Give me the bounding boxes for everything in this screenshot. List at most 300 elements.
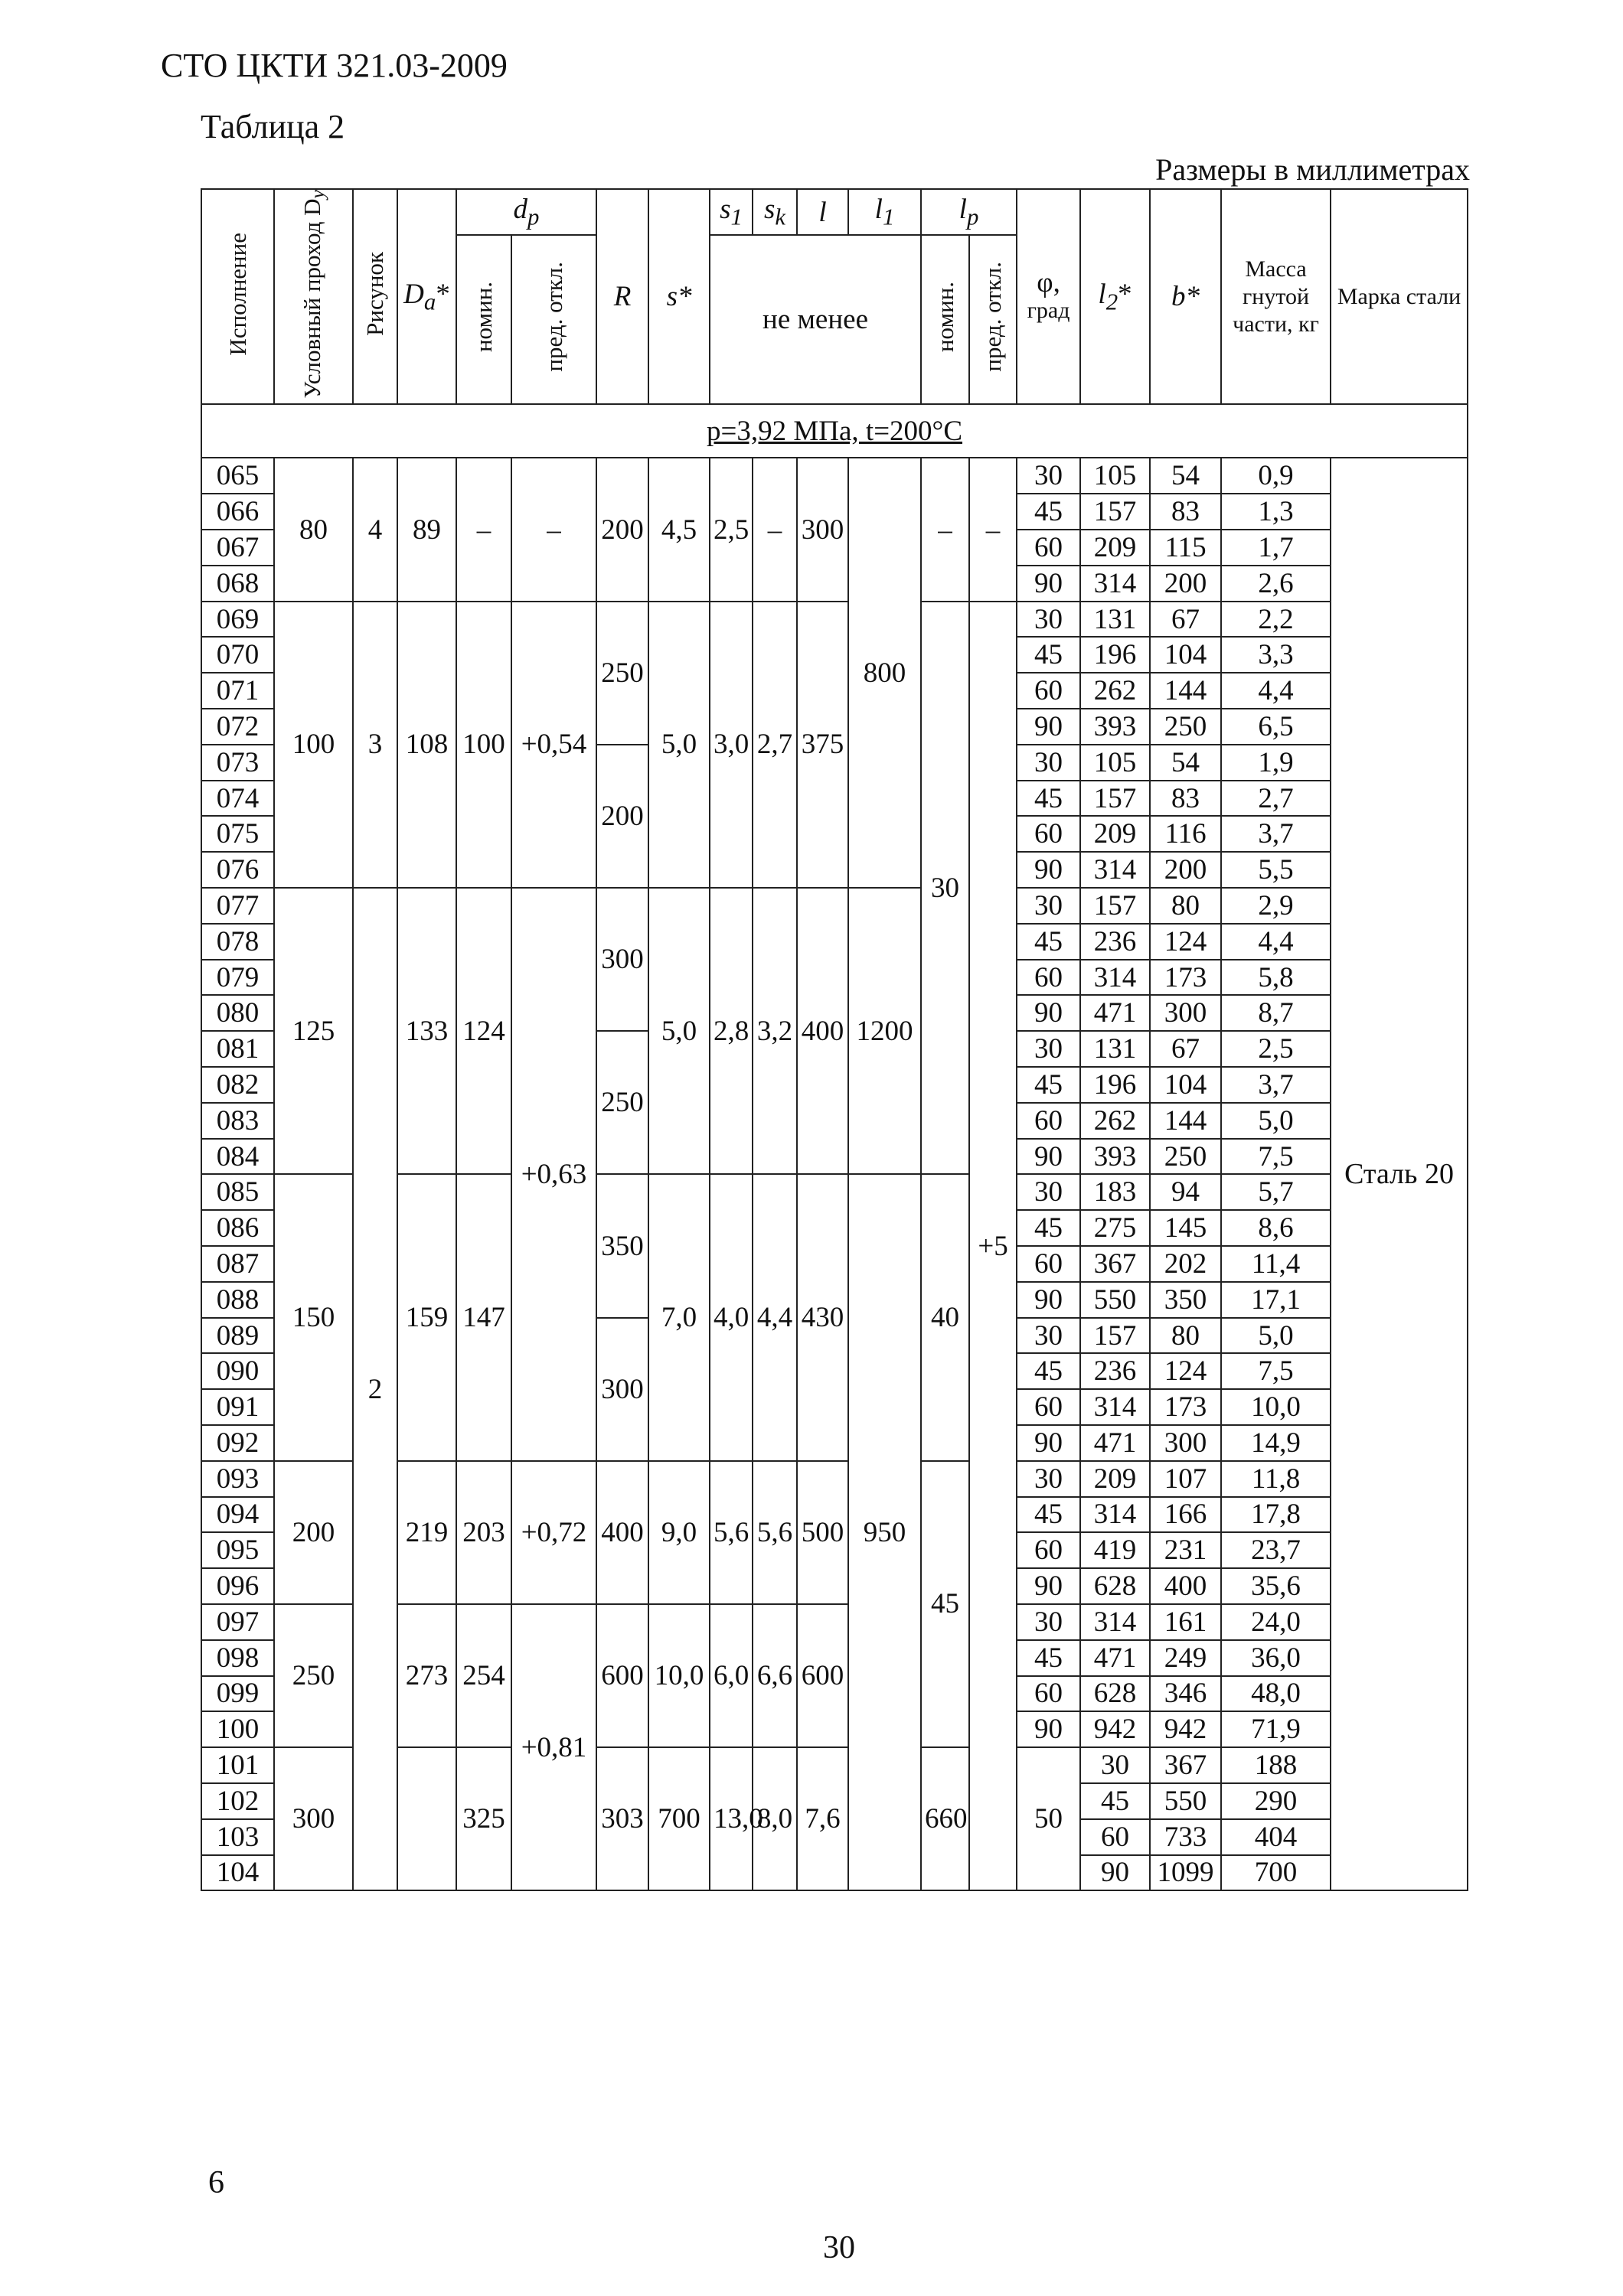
- mass-cell: 23,7: [1221, 1532, 1331, 1568]
- figure-cell: 4: [353, 458, 397, 601]
- l2-cell: 393: [1080, 709, 1150, 745]
- l-cell: 430: [797, 1174, 848, 1460]
- header-version: Исполнение: [201, 189, 274, 404]
- l2-cell: 209: [1080, 1461, 1150, 1497]
- r-cell: 300: [596, 888, 648, 1031]
- phi-cell: 90: [1017, 566, 1080, 602]
- mass-cell: 71,9: [1221, 1711, 1331, 1747]
- b-cell: 173: [1150, 960, 1221, 996]
- version-cell: 066: [201, 494, 274, 530]
- mass-cell: 2,5: [1221, 1031, 1331, 1067]
- dp-nom-cell: 147: [456, 1174, 511, 1460]
- version-cell: 101: [201, 1747, 274, 1783]
- b-cell: 400: [1150, 1568, 1221, 1604]
- mass-cell: 10,0: [1221, 1389, 1331, 1425]
- version-cell: 098: [201, 1640, 274, 1676]
- version-cell: 078: [201, 924, 274, 960]
- l-cell: 600: [797, 1604, 848, 1747]
- page-number-left: 6: [208, 2165, 224, 2200]
- header-not-less: не менее: [710, 235, 921, 404]
- header-s: s*: [648, 189, 710, 404]
- l2-cell: 550: [1150, 1783, 1221, 1819]
- l-cell: 660: [921, 1747, 969, 1890]
- header-s1: $s_1$: [710, 189, 753, 235]
- phi-cell: 30: [1017, 602, 1080, 638]
- phi-cell: 30: [1017, 1318, 1080, 1354]
- l2-cell: 393: [1080, 1139, 1150, 1175]
- phi-cell: 90: [1017, 709, 1080, 745]
- phi-cell: 30: [1017, 1604, 1080, 1640]
- version-cell: 104: [201, 1855, 274, 1891]
- dy-cell: 125: [274, 888, 353, 1174]
- mass-cell: 3,7: [1221, 816, 1331, 852]
- phi-cell: 30: [1017, 745, 1080, 781]
- lp-dev-cell: +5: [969, 602, 1017, 1891]
- r-cell: 400: [596, 1461, 648, 1604]
- b-cell: 80: [1150, 888, 1221, 924]
- b-cell: 54: [1150, 745, 1221, 781]
- b-cell: 200: [1150, 852, 1221, 888]
- dy-cell: 250: [274, 1604, 353, 1747]
- lp-dev-cell: –: [969, 458, 1017, 601]
- s1-cell: 3,0: [710, 602, 753, 888]
- s1-cell: 2,8: [710, 888, 753, 1174]
- l2-cell: 628: [1080, 1568, 1150, 1604]
- dp-nom-cell: 254: [456, 1604, 511, 1747]
- phi-cell: 30: [1017, 458, 1080, 494]
- l1-cell: 950: [848, 1174, 921, 1890]
- version-cell: 089: [201, 1318, 274, 1354]
- sk-cell: 6,6: [753, 1604, 797, 1747]
- s-cell: 9,0: [648, 1461, 710, 1604]
- phi-cell: 45: [1017, 1353, 1080, 1389]
- l2-cell: 196: [1080, 1067, 1150, 1103]
- mass-cell: 3,7: [1221, 1067, 1331, 1103]
- section-row: [201, 404, 1468, 458]
- sk-cell: 7,6: [797, 1747, 848, 1890]
- l2-cell: 733: [1150, 1819, 1221, 1855]
- mass-cell: 5,0: [1221, 1318, 1331, 1354]
- version-cell: 102: [201, 1783, 274, 1819]
- mass-cell: 5,7: [1221, 1174, 1331, 1210]
- b-cell: 67: [1150, 1031, 1221, 1067]
- mass-cell: 6,5: [1221, 709, 1331, 745]
- b-cell: 350: [1150, 1282, 1221, 1318]
- l-cell: 300: [797, 458, 848, 601]
- b-cell: 104: [1150, 637, 1221, 673]
- b-cell: 942: [1150, 1711, 1221, 1747]
- version-cell: 100: [201, 1711, 274, 1747]
- lp-nom-cell: 45: [921, 1461, 969, 1747]
- lp-nom-cell: –: [921, 458, 969, 601]
- mass-cell: 17,8: [1221, 1497, 1331, 1533]
- mass-cell: 4,4: [1221, 673, 1331, 709]
- dp-nom-cell: 203: [456, 1461, 511, 1604]
- mass-cell: 48,0: [1221, 1676, 1331, 1712]
- phi-cell: 45: [1017, 1640, 1080, 1676]
- header-b: b*: [1150, 189, 1221, 404]
- dp-dev-cell: +0,72: [511, 1461, 596, 1604]
- header-nominal-pass: Условный проход $D_y$: [274, 189, 353, 404]
- s-cell: 13,0: [710, 1747, 753, 1890]
- dp-nom-cell: 303: [596, 1747, 648, 1890]
- l-cell: 375: [797, 602, 848, 888]
- version-cell: 068: [201, 566, 274, 602]
- sk-cell: 3,2: [753, 888, 797, 1174]
- b-cell: 300: [1150, 1425, 1221, 1461]
- version-cell: 079: [201, 960, 274, 996]
- mass-cell: 3,3: [1221, 637, 1331, 673]
- mass-cell: 7,5: [1221, 1139, 1331, 1175]
- version-cell: 096: [201, 1568, 274, 1604]
- l2-cell: 157: [1080, 781, 1150, 817]
- l2-cell: 419: [1080, 1532, 1150, 1568]
- b-cell: 144: [1150, 1103, 1221, 1139]
- phi-cell: 90: [1017, 1425, 1080, 1461]
- b-cell: 80: [1150, 1318, 1221, 1354]
- l2-cell: 314: [1080, 1604, 1150, 1640]
- l2-cell: 314: [1080, 852, 1150, 888]
- l2-cell: 196: [1080, 637, 1150, 673]
- l2-cell: 236: [1080, 924, 1150, 960]
- version-cell: 095: [201, 1532, 274, 1568]
- mass-cell: 5,5: [1221, 852, 1331, 888]
- l2-cell: 314: [1080, 960, 1150, 996]
- l2-cell: 131: [1080, 1031, 1150, 1067]
- mass-cell: 5,8: [1221, 960, 1331, 996]
- b-cell: 202: [1150, 1246, 1221, 1282]
- l2-cell: 105: [1080, 458, 1150, 494]
- mass-cell: 17,1: [1221, 1282, 1331, 1318]
- mass-cell: 1,7: [1221, 530, 1331, 566]
- document-code: СТО ЦКТИ 321.03-2009: [161, 47, 508, 84]
- r-cell: 350: [596, 1174, 648, 1317]
- phi-cell: 60: [1017, 816, 1080, 852]
- b-cell: 116: [1150, 816, 1221, 852]
- l2-cell: 275: [1080, 1210, 1150, 1246]
- s1-cell: 5,6: [710, 1461, 753, 1604]
- header-dp-nom: номин.: [456, 235, 511, 404]
- dp-nom-cell: 100: [456, 602, 511, 888]
- dy-cell: 100: [274, 602, 353, 888]
- b-cell: 107: [1150, 1461, 1221, 1497]
- version-cell: 076: [201, 852, 274, 888]
- phi-cell: 45: [1017, 924, 1080, 960]
- phi-cell: 90: [1080, 1855, 1150, 1891]
- version-cell: 077: [201, 888, 274, 924]
- b-cell: 145: [1150, 1210, 1221, 1246]
- phi-cell: 30: [1017, 1031, 1080, 1067]
- b-cell: 83: [1150, 781, 1221, 817]
- b-cell: 188: [1221, 1747, 1331, 1783]
- header-Da: $D_a*$: [397, 189, 456, 404]
- b-cell: 249: [1150, 1640, 1221, 1676]
- l2-cell: 314: [1080, 1497, 1150, 1533]
- phi-cell: 90: [1017, 995, 1080, 1031]
- units-note: Размеры в миллиметрах: [1155, 152, 1470, 187]
- dp-dev-cell: –: [511, 458, 596, 601]
- sk-cell: 5,6: [753, 1461, 797, 1604]
- section-label: p=3,92 МПа, t=200°C: [201, 404, 1468, 458]
- mass-cell: 5,0: [1221, 1103, 1331, 1139]
- version-cell: 087: [201, 1246, 274, 1282]
- l2-cell: 314: [1080, 566, 1150, 602]
- page-number-center: 30: [823, 2230, 855, 2265]
- phi-cell: 60: [1017, 1246, 1080, 1282]
- l2-cell: 628: [1080, 1676, 1150, 1712]
- dy-cell: 300: [274, 1747, 353, 1890]
- l2-cell: 1099: [1150, 1855, 1221, 1891]
- s1-cell: 6,0: [710, 1604, 753, 1747]
- l2-cell: 236: [1080, 1353, 1150, 1389]
- b-cell: 404: [1221, 1819, 1331, 1855]
- version-cell: 092: [201, 1425, 274, 1461]
- sk-cell: –: [753, 458, 797, 601]
- mass-cell: 2,2: [1221, 602, 1331, 638]
- l1-cell: 800: [848, 458, 921, 888]
- l2-cell: 157: [1080, 1318, 1150, 1354]
- phi-cell: 45: [1017, 637, 1080, 673]
- l2-cell: 314: [1080, 1389, 1150, 1425]
- l-cell: 400: [797, 888, 848, 1174]
- b-cell: 200: [1150, 566, 1221, 602]
- l2-cell: 183: [1080, 1174, 1150, 1210]
- dimensions-table: [201, 188, 1468, 1891]
- sk-cell: 2,7: [753, 602, 797, 888]
- header-dp: $d_p$: [456, 189, 596, 235]
- phi-cell: 30: [1080, 1747, 1150, 1783]
- r-cell: 200: [596, 458, 648, 601]
- phi-cell: 60: [1080, 1819, 1150, 1855]
- version-cell: 073: [201, 745, 274, 781]
- b-cell: 173: [1150, 1389, 1221, 1425]
- header-mass: Масса гнутой части, кг: [1221, 189, 1331, 404]
- s-cell: 4,5: [648, 458, 710, 601]
- l2-cell: 367: [1080, 1246, 1150, 1282]
- phi-cell: 90: [1017, 1711, 1080, 1747]
- b-cell: 250: [1150, 1139, 1221, 1175]
- r-cell: 600: [596, 1604, 648, 1747]
- b-cell: 144: [1150, 673, 1221, 709]
- da-cell: 273: [397, 1604, 456, 1747]
- version-cell: 071: [201, 673, 274, 709]
- phi-cell: 60: [1017, 530, 1080, 566]
- phi-cell: 45: [1017, 1210, 1080, 1246]
- l2-cell: 471: [1080, 1425, 1150, 1461]
- mass-cell: 36,0: [1221, 1640, 1331, 1676]
- mass-cell: 35,6: [1221, 1568, 1331, 1604]
- phi-cell: 90: [1017, 852, 1080, 888]
- version-cell: 074: [201, 781, 274, 817]
- r-cell: 300: [596, 1318, 648, 1461]
- da-cell: 108: [397, 602, 456, 888]
- phi-cell: 45: [1017, 1067, 1080, 1103]
- l2-cell: 209: [1080, 816, 1150, 852]
- version-cell: 081: [201, 1031, 274, 1067]
- mass-cell: 0,9: [1221, 458, 1331, 494]
- s-cell: 5,0: [648, 602, 710, 888]
- b-cell: 700: [1221, 1855, 1331, 1891]
- s-cell: 10,0: [648, 1604, 710, 1747]
- mass-cell: 1,3: [1221, 494, 1331, 530]
- header-lp-nom: номин.: [921, 235, 969, 404]
- da-cell: 219: [397, 1461, 456, 1604]
- mass-cell: 11,4: [1221, 1246, 1331, 1282]
- s1-cell: 2,5: [710, 458, 753, 601]
- l2-cell: 471: [1080, 995, 1150, 1031]
- version-cell: 069: [201, 602, 274, 638]
- phi-cell: 60: [1017, 1676, 1080, 1712]
- b-cell: 124: [1150, 1353, 1221, 1389]
- version-cell: 085: [201, 1174, 274, 1210]
- l2-cell: 209: [1080, 530, 1150, 566]
- b-cell: 104: [1150, 1067, 1221, 1103]
- dy-cell: 200: [274, 1461, 353, 1604]
- version-cell: 088: [201, 1282, 274, 1318]
- l-cell: 500: [797, 1461, 848, 1604]
- phi-cell: 90: [1017, 1139, 1080, 1175]
- phi-cell: 45: [1080, 1783, 1150, 1819]
- phi-cell: 45: [1017, 781, 1080, 817]
- steel-grade-cell: Сталь 20: [1331, 458, 1468, 1890]
- header-l: l: [797, 189, 848, 235]
- table-body: [201, 458, 1468, 1890]
- da-cell: 89: [397, 458, 456, 601]
- version-cell: 067: [201, 530, 274, 566]
- s-cell: 5,0: [648, 888, 710, 1174]
- lp-nom-cell: 30: [921, 602, 969, 1175]
- figure-cell: 3: [353, 602, 397, 888]
- b-cell: 231: [1150, 1532, 1221, 1568]
- header-lp: $l_p$: [921, 189, 1017, 235]
- version-cell: 080: [201, 995, 274, 1031]
- phi-cell: 60: [1017, 960, 1080, 996]
- version-cell: 091: [201, 1389, 274, 1425]
- dp-nom-cell: 124: [456, 888, 511, 1174]
- b-cell: 54: [1150, 458, 1221, 494]
- sk-cell: 4,4: [753, 1174, 797, 1460]
- phi-cell: 60: [1017, 1103, 1080, 1139]
- header-phi: φ, град: [1017, 189, 1080, 404]
- version-cell: 082: [201, 1067, 274, 1103]
- header-l1: $l_1$: [848, 189, 921, 235]
- l2-cell: 157: [1080, 888, 1150, 924]
- header-R: R: [596, 189, 648, 404]
- figure-cell: 2: [353, 888, 397, 1890]
- s-cell: 7,0: [648, 1174, 710, 1460]
- header-figure: Рисунок: [353, 189, 397, 404]
- phi-cell: 90: [1017, 1282, 1080, 1318]
- lp-nom-cell: 50: [1017, 1747, 1080, 1890]
- header-lp-dev: пред. откл.: [969, 235, 1017, 404]
- mass-cell: 7,5: [1221, 1353, 1331, 1389]
- phi-cell: 45: [1017, 1497, 1080, 1533]
- r-cell: 200: [596, 745, 648, 888]
- dp-dev-cell: +0,81: [511, 1604, 596, 1890]
- version-cell: 090: [201, 1353, 274, 1389]
- r-cell: 700: [648, 1747, 710, 1890]
- version-cell: 075: [201, 816, 274, 852]
- mass-cell: 11,8: [1221, 1461, 1331, 1497]
- b-cell: 250: [1150, 709, 1221, 745]
- b-cell: 161: [1150, 1604, 1221, 1640]
- version-cell: 065: [201, 458, 274, 494]
- dy-cell: 150: [274, 1174, 353, 1460]
- s1-cell: 4,0: [710, 1174, 753, 1460]
- r-cell: 250: [596, 1031, 648, 1174]
- b-cell: 67: [1150, 602, 1221, 638]
- version-cell: 072: [201, 709, 274, 745]
- l2-cell: 105: [1080, 745, 1150, 781]
- mass-cell: 1,9: [1221, 745, 1331, 781]
- l2-cell: 262: [1080, 673, 1150, 709]
- l1-cell: 1200: [848, 888, 921, 1174]
- b-cell: 166: [1150, 1497, 1221, 1533]
- phi-cell: 60: [1017, 1389, 1080, 1425]
- l2-cell: 471: [1080, 1640, 1150, 1676]
- version-cell: 094: [201, 1497, 274, 1533]
- l2-cell: 262: [1080, 1103, 1150, 1139]
- mass-cell: 8,7: [1221, 995, 1331, 1031]
- lp-nom-cell: 40: [921, 1174, 969, 1460]
- l2-cell: 942: [1080, 1711, 1150, 1747]
- dp-nom-cell: –: [456, 458, 511, 601]
- phi-cell: 30: [1017, 1174, 1080, 1210]
- dp-dev-cell: +0,54: [511, 602, 596, 888]
- version-cell: 070: [201, 637, 274, 673]
- phi-cell: 60: [1017, 673, 1080, 709]
- figure-cell: [397, 1747, 456, 1890]
- da-cell: 159: [397, 1174, 456, 1460]
- version-cell: 083: [201, 1103, 274, 1139]
- table-header: [201, 189, 1468, 404]
- l2-cell: 550: [1080, 1282, 1150, 1318]
- version-cell: 084: [201, 1139, 274, 1175]
- mass-cell: 24,0: [1221, 1604, 1331, 1640]
- mass-cell: 4,4: [1221, 924, 1331, 960]
- da-cell: 133: [397, 888, 456, 1174]
- b-cell: 83: [1150, 494, 1221, 530]
- b-cell: 115: [1150, 530, 1221, 566]
- b-cell: 300: [1150, 995, 1221, 1031]
- phi-cell: 30: [1017, 888, 1080, 924]
- mass-cell: 2,7: [1221, 781, 1331, 817]
- mass-cell: 2,6: [1221, 566, 1331, 602]
- b-cell: 124: [1150, 924, 1221, 960]
- phi-cell: 30: [1017, 1461, 1080, 1497]
- r-cell: 250: [596, 602, 648, 745]
- b-cell: 290: [1221, 1783, 1331, 1819]
- header-dp-dev: пред. откл.: [511, 235, 596, 404]
- l2-cell: 157: [1080, 494, 1150, 530]
- mass-cell: 8,6: [1221, 1210, 1331, 1246]
- version-cell: 093: [201, 1461, 274, 1497]
- b-cell: 346: [1150, 1676, 1221, 1712]
- dp-dev-cell: +0,63: [511, 888, 596, 1461]
- s1-cell: 8,0: [753, 1747, 797, 1890]
- da-cell: 325: [456, 1747, 511, 1890]
- mass-cell: 2,9: [1221, 888, 1331, 924]
- header-l2: $l_2*$: [1080, 189, 1150, 404]
- phi-cell: 90: [1017, 1568, 1080, 1604]
- b-cell: 94: [1150, 1174, 1221, 1210]
- version-cell: 097: [201, 1604, 274, 1640]
- l2-cell: 131: [1080, 602, 1150, 638]
- phi-cell: 60: [1017, 1532, 1080, 1568]
- version-cell: 103: [201, 1819, 274, 1855]
- header-steel-grade: Марка стали: [1331, 189, 1468, 404]
- version-cell: 099: [201, 1676, 274, 1712]
